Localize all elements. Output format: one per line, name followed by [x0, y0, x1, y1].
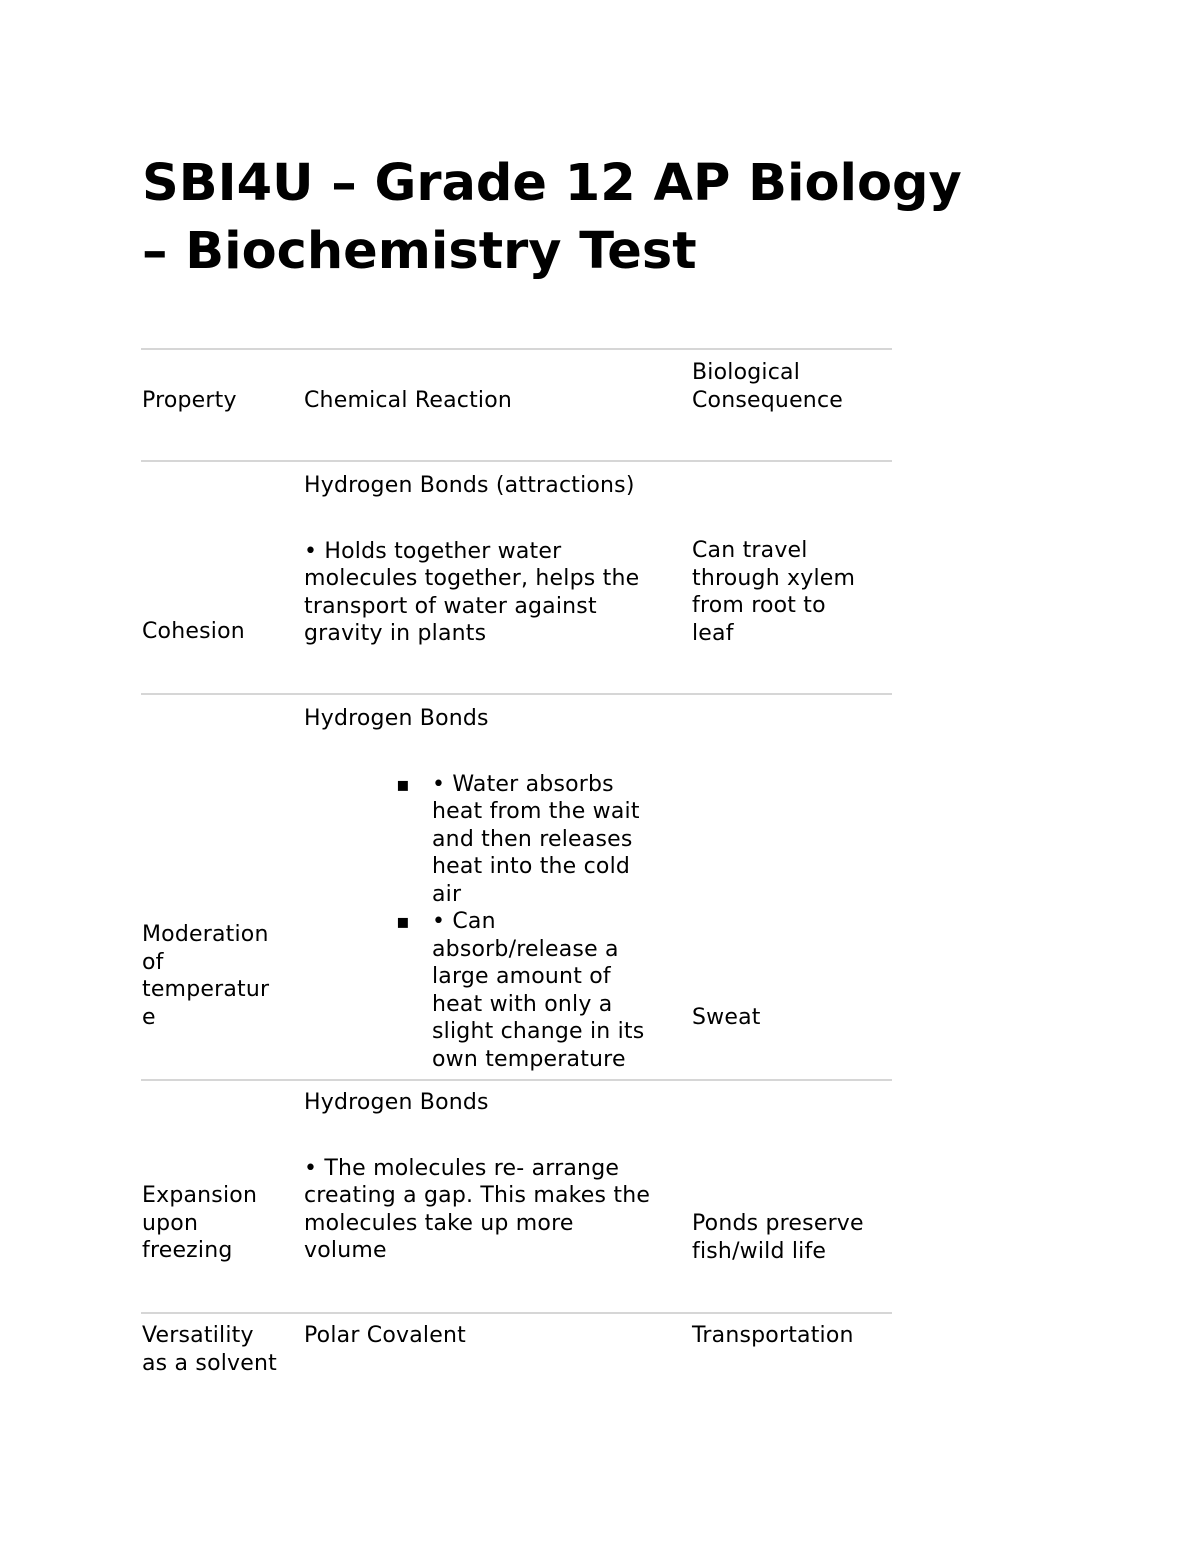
reaction-heading: Hydrogen Bonds: [304, 706, 489, 731]
table-row: [141, 1079, 892, 1312]
reaction-cell: [304, 705, 679, 1073]
header-property: Property: [142, 388, 237, 413]
table-row: [141, 1312, 892, 1392]
reaction-heading: Polar Covalent: [304, 1323, 466, 1348]
reaction-cell: [304, 1322, 679, 1350]
property-cell: Cohesion: [142, 619, 245, 644]
table-header-row: [141, 348, 892, 460]
list-item: ▪ • Can absorb/release a large amount of heat with only a slight change in its own temperature: [304, 908, 679, 1073]
title-line-1: SBI4U – Grade 12 AP Biology: [142, 154, 962, 213]
reaction-cell: Hydrogen Bonds (attractions) • Holds together water molecules together, helps the transport of water against gravity in plants: [304, 472, 679, 648]
list-item: ▪ • Water absorbs heat from the wait and then releases heat into the cold air: [304, 771, 679, 909]
title-line-2: – Biochemistry Test: [142, 222, 697, 281]
reaction-heading: Hydrogen Bonds (attractions): [304, 473, 635, 498]
consequence-cell: Sweat: [692, 1005, 761, 1030]
document-title: [142, 150, 1042, 286]
reaction-bullet-list: [304, 771, 679, 1074]
reaction-heading: Hydrogen Bonds: [304, 1090, 489, 1115]
consequence-cell: Can travel through xylem from root to leaf: [692, 538, 856, 646]
property-cell: Expansion upon freezing: [142, 1183, 258, 1263]
consequence-cell: Ponds preserve fish/wild life: [692, 1211, 864, 1264]
table-row: [141, 693, 892, 1079]
header-biological-consequence: Biological Consequence: [692, 360, 843, 413]
table-row: [141, 460, 892, 693]
reaction-cell: Hydrogen Bonds • The molecules re- arrange creating a gap. This makes the molecules take up more volume: [304, 1089, 679, 1265]
property-cell: Versatility as a solvent: [142, 1323, 277, 1376]
properties-table: [141, 348, 892, 1392]
header-chemical-reaction: Chemical Reaction: [304, 388, 513, 413]
consequence-cell: Transportation: [692, 1323, 854, 1348]
property-cell: Moderation of temperatur e: [142, 922, 270, 1030]
